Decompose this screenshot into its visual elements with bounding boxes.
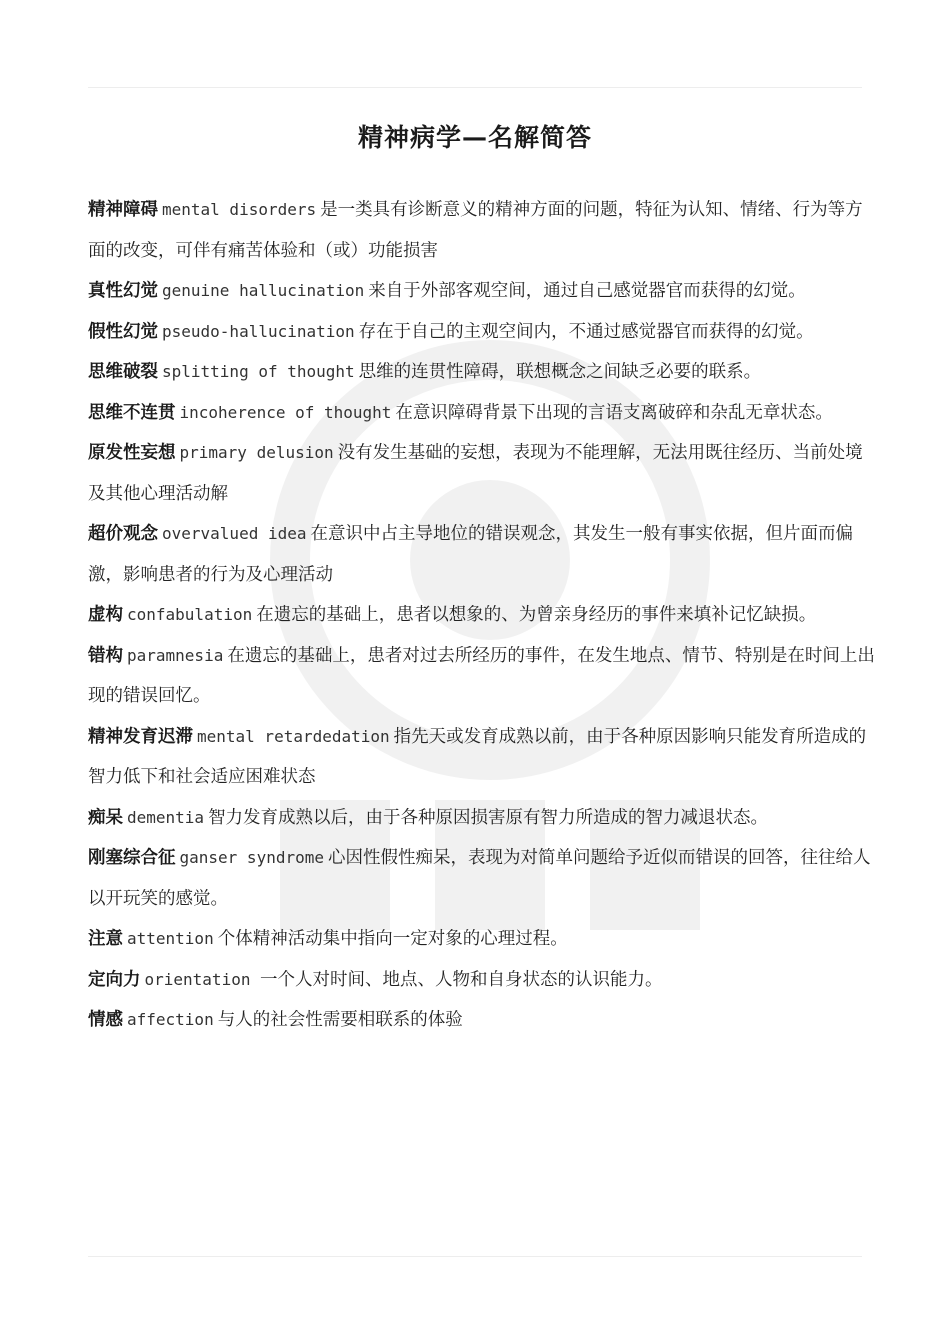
entry-definition: 与人的社会性需要相联系的体验 — [217, 1010, 463, 1030]
glossary-entry — [88, 595, 878, 636]
entry-term: 注意 — [88, 929, 123, 949]
glossary-entry — [88, 1000, 878, 1041]
entry-english: splitting of thought — [162, 362, 355, 381]
entry-definition: 思维的连贯性障碍，联想概念之间缺乏必要的联系。 — [358, 362, 762, 382]
entry-term: 痴呆 — [88, 807, 123, 828]
entry-english: pseudo-hallucination — [162, 321, 355, 341]
entry-definition: 指先天或发育成熟以前，由于各种原因影响只能发育所造成的智力低下和社会适应困难状态 — [88, 726, 867, 787]
entry-english: mental disorders — [162, 200, 317, 219]
entry-definition: 一个人对时间、地点、人物和自身状态的认识能力。 — [254, 969, 663, 990]
page-title: 精神病学—名解简答 — [357, 123, 592, 152]
entry-definition: 在遗忘的基础上，患者以想象的、为曾亲身经历的事件来填补记忆缺损。 — [256, 605, 817, 625]
entry-term: 错构 — [88, 645, 123, 666]
entry-english: genuine hallucination — [162, 281, 365, 300]
entry-definition: 在意识中占主导地位的错误观念，其发生一般有事实依据，但片面而偏激，影响患者的行为及心理活动 — [88, 524, 853, 585]
glossary-entry — [88, 393, 878, 434]
entry-term: 虚构 — [88, 605, 123, 625]
entry-definition: 来自于外部客观空间，通过自己感觉器官而获得的幻觉。 — [368, 281, 806, 301]
entry-definition: 在意识障碍背景下出现的言语支离破碎和杂乱无章状态。 — [395, 402, 833, 423]
entry-english: mental retardedation — [197, 726, 390, 746]
glossary-entry — [88, 717, 878, 798]
glossary-entry — [88, 271, 878, 312]
glossary-entry — [88, 798, 878, 839]
entry-english: attention — [127, 929, 214, 948]
entry-term: 真性幻觉 — [88, 281, 158, 301]
entry-term: 超价观念 — [88, 524, 158, 544]
glossary-entry — [88, 919, 878, 960]
entry-definition: 个体精神活动集中指向一定对象的心理过程。 — [217, 929, 568, 949]
entry-term: 原发性妄想 — [88, 443, 176, 463]
glossary-entry — [88, 960, 878, 1001]
entry-english: affection — [127, 1010, 214, 1029]
entry-definition: 是一类具有诊断意义的精神方面的问题，特征为认知、情绪、行为等方面的改变，可伴有痛苦体验和（或）功能损害 — [88, 200, 863, 261]
glossary-entry — [88, 433, 878, 514]
entry-term: 精神障碍 — [88, 200, 158, 220]
entry-english: dementia — [127, 807, 205, 827]
entry-term: 假性幻觉 — [88, 321, 158, 342]
entry-term: 思维破裂 — [88, 362, 158, 382]
entry-term: 精神发育迟滞 — [88, 726, 193, 747]
entry-english: confabulation — [127, 605, 253, 624]
entry-english: ganser syndrome — [179, 848, 324, 867]
entry-definition: 智力发育成熟以后，由于各种原因损害原有智力所造成的智力减退状态。 — [208, 807, 769, 828]
entry-definition: 心因性假性痴呆，表现为对简单问题给予近似而错误的回答，往往给人以开玩笑的感觉。 — [88, 848, 871, 909]
glossary-entry — [88, 312, 878, 353]
glossary-entry — [88, 838, 878, 919]
glossary-entry — [88, 352, 878, 393]
footer-rule — [88, 1256, 862, 1257]
header-rule — [88, 87, 862, 88]
entry-definition: 存在于自己的主观空间内，不通过感觉器官而获得的幻觉。 — [358, 321, 814, 342]
glossary-entry — [88, 190, 878, 271]
entry-term: 刚塞综合征 — [88, 848, 176, 868]
entry-english: orientation — [144, 969, 251, 989]
glossary-list — [88, 190, 878, 1041]
glossary-entry — [88, 636, 878, 717]
entry-term: 定向力 — [88, 969, 141, 990]
entry-english: overvalued idea — [162, 524, 307, 543]
entry-english: primary delusion — [179, 443, 334, 462]
entry-english: paramnesia — [127, 645, 224, 665]
glossary-entry — [88, 514, 878, 595]
entry-term: 情感 — [88, 1010, 123, 1030]
entry-definition: 在遗忘的基础上，患者对过去所经历的事件，在发生地点、情节、特别是在时间上出现的错误回忆。 — [88, 645, 875, 706]
entry-definition: 没有发生基础的妄想，表现为不能理解，无法用既往经历、当前处境及其他心理活动解 — [88, 443, 863, 504]
entry-term: 思维不连贯 — [88, 402, 176, 423]
entry-english: incoherence of thought — [179, 402, 392, 422]
